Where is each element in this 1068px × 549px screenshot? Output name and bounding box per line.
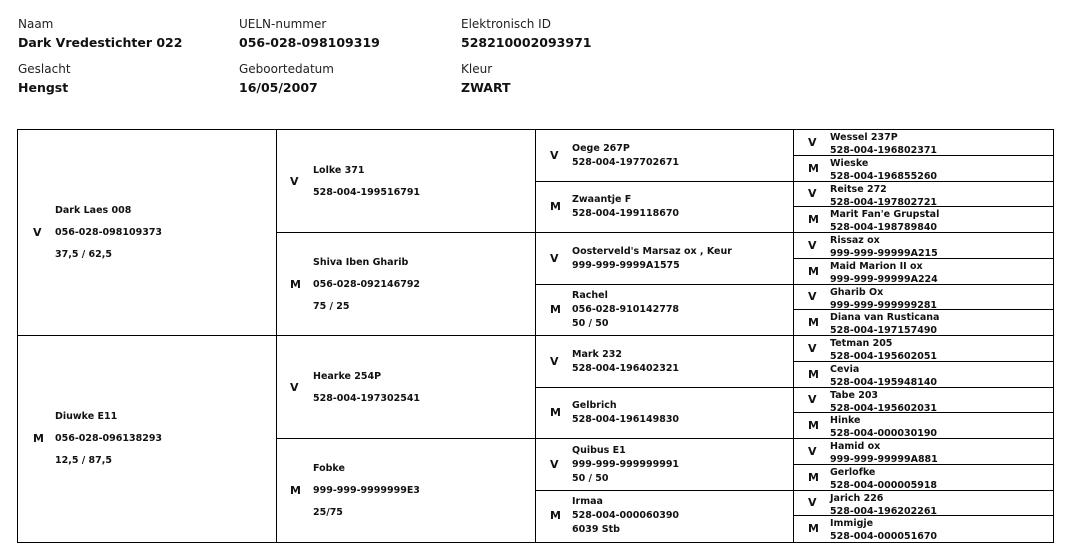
ancestor-info [572, 193, 679, 221]
ancestor-name: Wessel 237P [830, 132, 898, 143]
pedigree-cell [794, 130, 1053, 156]
ancestor-info [830, 492, 937, 518]
ancestor-info [572, 142, 679, 170]
color-label: Kleur [461, 62, 493, 76]
ancestor-info [830, 389, 937, 415]
ancestor-info [572, 495, 679, 537]
ancestor-name: Maid Marion II ox [830, 260, 923, 272]
ancestor-ueln: 528-004-000051670 [830, 531, 938, 543]
color-value: ZWART [461, 80, 511, 95]
ancestor-name: Wieske [830, 157, 869, 169]
ancestor-name: Cevia [830, 363, 860, 375]
pedigree-cell [18, 336, 277, 542]
pedigree-cell [794, 285, 1053, 311]
ancestor-name: Diuwke E11 [55, 411, 118, 422]
pedigree-cell [536, 388, 794, 440]
ancestor-ueln: 999-999-99999A881 [830, 454, 938, 465]
sex-marker: V [808, 496, 817, 510]
ancestor-info [313, 252, 420, 318]
ancestor-name: Gelbrich [572, 400, 617, 412]
pedigree-cell [536, 233, 794, 285]
ancestor-info [830, 337, 937, 363]
ancestor-name: Hinke [830, 415, 861, 427]
ancestor-ueln: 528-004-197802721 [830, 196, 938, 208]
ancestor-blood-ratio: 25/75 [313, 506, 343, 518]
ancestor-name: Zwaantje F [572, 194, 632, 206]
ancestor-name: Shiva Iben Gharib [313, 256, 409, 268]
ancestor-ueln: 999-999-9999999E3 [313, 484, 420, 496]
ancestor-ueln: 999-999-9999A1575 [572, 259, 680, 271]
sex-marker: V [808, 444, 817, 458]
ancestor-name: Rissaz ox [830, 235, 880, 246]
ancestor-name: Rachel [572, 290, 608, 302]
ancestor-info [830, 440, 938, 466]
ancestor-ueln: 528-004-195602031 [830, 402, 938, 414]
ancestor-name: Oege 267P [572, 142, 630, 154]
ancestor-ueln: 528-004-000060390 [572, 510, 680, 522]
ancestor-name: Dark Laes 008 [55, 205, 132, 216]
sex-marker: M [808, 522, 819, 536]
sex-marker: V [550, 148, 559, 162]
name-label: Naam [18, 17, 54, 31]
ancestor-info [572, 245, 732, 273]
ancestor-info [572, 289, 679, 331]
ancestor-ueln: 056-028-092146792 [313, 278, 421, 290]
sex-marker: M [808, 264, 819, 278]
ancestor-ueln: 999-999-99999A215 [830, 248, 938, 259]
pedigree-cell [794, 362, 1053, 388]
sex-marker: M [808, 419, 819, 433]
ancestor-name: Marit Fan'e Grupstal [830, 209, 940, 221]
sex-marker: V [808, 187, 817, 201]
pedigree-cell [18, 130, 277, 336]
ancestor-blood-ratio: 37,5 / 62,5 [55, 249, 112, 260]
ancestor-ueln: 056-028-098109373 [55, 227, 163, 238]
ancestor-ueln: 528-004-197302541 [313, 392, 421, 404]
birth-field [239, 62, 334, 96]
sex-marker: M [808, 367, 819, 381]
pedigree-cell [794, 207, 1053, 233]
sex-marker: V [550, 354, 559, 368]
ancestor-name: Tetman 205 [830, 338, 893, 349]
sex-marker: V [550, 457, 559, 471]
sex-marker: M [808, 161, 819, 175]
ancestor-info [572, 444, 679, 486]
ancestor-ueln: 056-028-096138293 [55, 433, 163, 444]
ancestor-info [830, 363, 937, 389]
color-field [461, 62, 511, 96]
ancestor-ueln: 528-004-197702671 [572, 156, 680, 168]
sex-value: Hengst [18, 80, 69, 95]
ancestor-name: Mark 232 [572, 348, 623, 360]
ancestor-name: Irmaa [572, 496, 603, 508]
pedigree-cell [794, 439, 1053, 465]
ancestor-ueln: 528-004-196802371 [830, 145, 938, 156]
pedigree-cell [794, 516, 1053, 542]
ancestor-name: Gharib Ox [830, 286, 884, 298]
pedigree-cell [794, 182, 1053, 208]
eid-field [461, 17, 591, 51]
ancestor-name: Gerlofke [830, 466, 876, 478]
ancestor-name: Lolke 371 [313, 164, 365, 176]
ancestor-name: Immigje [830, 518, 874, 530]
ancestor-ueln: 528-004-198789840 [830, 222, 938, 234]
ancestor-info [830, 234, 938, 260]
ancestor-name: Quibus E1 [572, 444, 626, 456]
ancestor-ueln: 999-999-999999991 [572, 458, 680, 470]
pedigree-cell [794, 491, 1053, 517]
ancestor-ueln: 528-004-199516791 [313, 186, 421, 198]
pedigree-cell [277, 336, 536, 439]
ancestor-blood-ratio: 6039 Stb [572, 524, 620, 536]
ancestor-info [830, 260, 938, 286]
pedigree-cell [794, 388, 1053, 414]
ancestor-ueln: 528-004-199118670 [572, 208, 680, 220]
pedigree-cell [794, 259, 1053, 285]
pedigree-cell [794, 156, 1053, 182]
sex-marker: M [550, 200, 561, 214]
pedigree-cell [794, 310, 1053, 336]
ancestor-info [830, 414, 937, 440]
ancestor-ueln: 528-004-000005918 [830, 479, 938, 491]
sex-marker: V [808, 290, 817, 304]
ancestor-ueln: 528-004-195602051 [830, 351, 938, 362]
sex-marker: M [290, 277, 301, 291]
sex-field [18, 62, 71, 96]
ancestor-info [830, 466, 937, 492]
ancestor-name: Diana van Rusticana [830, 312, 940, 324]
sex-marker: V [290, 380, 299, 394]
ueln-value: 056-028-098109319 [239, 35, 380, 50]
ancestor-ueln: 999-999-999999281 [830, 299, 938, 311]
ancestor-ueln: 528-004-196202261 [830, 505, 938, 517]
ancestor-info [55, 406, 162, 472]
ancestor-info [313, 160, 420, 204]
pedigree-cell [794, 233, 1053, 259]
ancestor-info [572, 399, 679, 427]
pedigree-cell [536, 439, 794, 491]
sex-marker: M [550, 406, 561, 420]
ancestor-info [830, 517, 937, 543]
ancestor-ueln: 999-999-99999A224 [830, 273, 938, 285]
ancestor-name: Reitse 272 [830, 183, 887, 195]
birth-value: 16/05/2007 [239, 80, 318, 95]
ancestor-blood-ratio: 50 / 50 [572, 472, 609, 484]
pedigree-cell [536, 182, 794, 234]
sex-marker: M [808, 470, 819, 484]
pedigree-cell [794, 336, 1053, 362]
sex-marker: M [808, 316, 819, 330]
birth-label: Geboortedatum [239, 62, 334, 76]
pedigree-cell [277, 439, 536, 542]
pedigree-cell [536, 491, 794, 543]
ueln-label: UELN-nummer [239, 17, 327, 31]
ancestor-name: Oosterveld's Marsaz ox , Keur [572, 245, 732, 257]
ancestor-info [830, 183, 937, 209]
ancestor-info [830, 286, 937, 312]
pedigree-cell [277, 233, 536, 336]
pedigree-cell [794, 413, 1053, 439]
sex-marker: V [808, 393, 817, 407]
ancestor-ueln: 056-028-910142778 [572, 304, 680, 316]
sex-marker: V [550, 251, 559, 265]
ancestor-ueln: 528-004-196855260 [830, 170, 938, 182]
ancestor-info [313, 458, 420, 524]
ancestor-name: Hearke 254P [313, 370, 382, 382]
pedigree-cell [536, 130, 794, 182]
name-value: Dark Vredestichter 022 [18, 35, 183, 50]
sex-marker: V [290, 174, 299, 188]
ancestor-blood-ratio: 50 / 50 [572, 318, 609, 330]
sex-marker: M [290, 483, 301, 497]
sex-label: Geslacht [18, 62, 71, 76]
name-field [18, 17, 182, 51]
pedigree-cell [536, 285, 794, 337]
ancestor-ueln: 528-004-197157490 [830, 325, 938, 337]
eid-value: 528210002093971 [461, 35, 592, 50]
sex-marker: M [808, 213, 819, 227]
sex-marker: M [550, 303, 561, 317]
ueln-field [239, 17, 380, 51]
ancestor-ueln: 528-004-195948140 [830, 376, 938, 388]
sex-marker: M [550, 509, 561, 523]
ancestor-ueln: 528-004-196149830 [572, 414, 680, 426]
ancestor-info [830, 311, 939, 337]
ancestor-name: Jarich 226 [830, 492, 884, 504]
eid-label: Elektronisch ID [461, 17, 551, 31]
ancestor-info [572, 348, 679, 376]
ancestor-ueln: 528-004-196402321 [572, 362, 680, 374]
sex-marker: V [808, 135, 817, 149]
sex-marker: V [808, 341, 817, 355]
ancestor-info [830, 157, 937, 183]
ancestor-info [830, 131, 937, 157]
sex-marker: V [33, 226, 42, 239]
pedigree-cell [536, 336, 794, 388]
ancestor-name: Hamid ox [830, 441, 881, 452]
pedigree-cell [794, 465, 1053, 491]
ancestor-info [830, 208, 939, 234]
sex-marker: M [33, 432, 44, 445]
ancestor-name: Fobke [313, 462, 345, 474]
ancestor-info [55, 200, 162, 266]
sex-marker: V [808, 238, 817, 252]
pedigree-table [17, 129, 1054, 543]
ancestor-blood-ratio: 12,5 / 87,5 [55, 455, 112, 466]
ancestor-name: Tabe 203 [830, 389, 879, 401]
pedigree-cell [277, 130, 536, 233]
ancestor-info [313, 366, 420, 410]
ancestor-blood-ratio: 75 / 25 [313, 300, 350, 312]
ancestor-ueln: 528-004-000030190 [830, 428, 938, 440]
